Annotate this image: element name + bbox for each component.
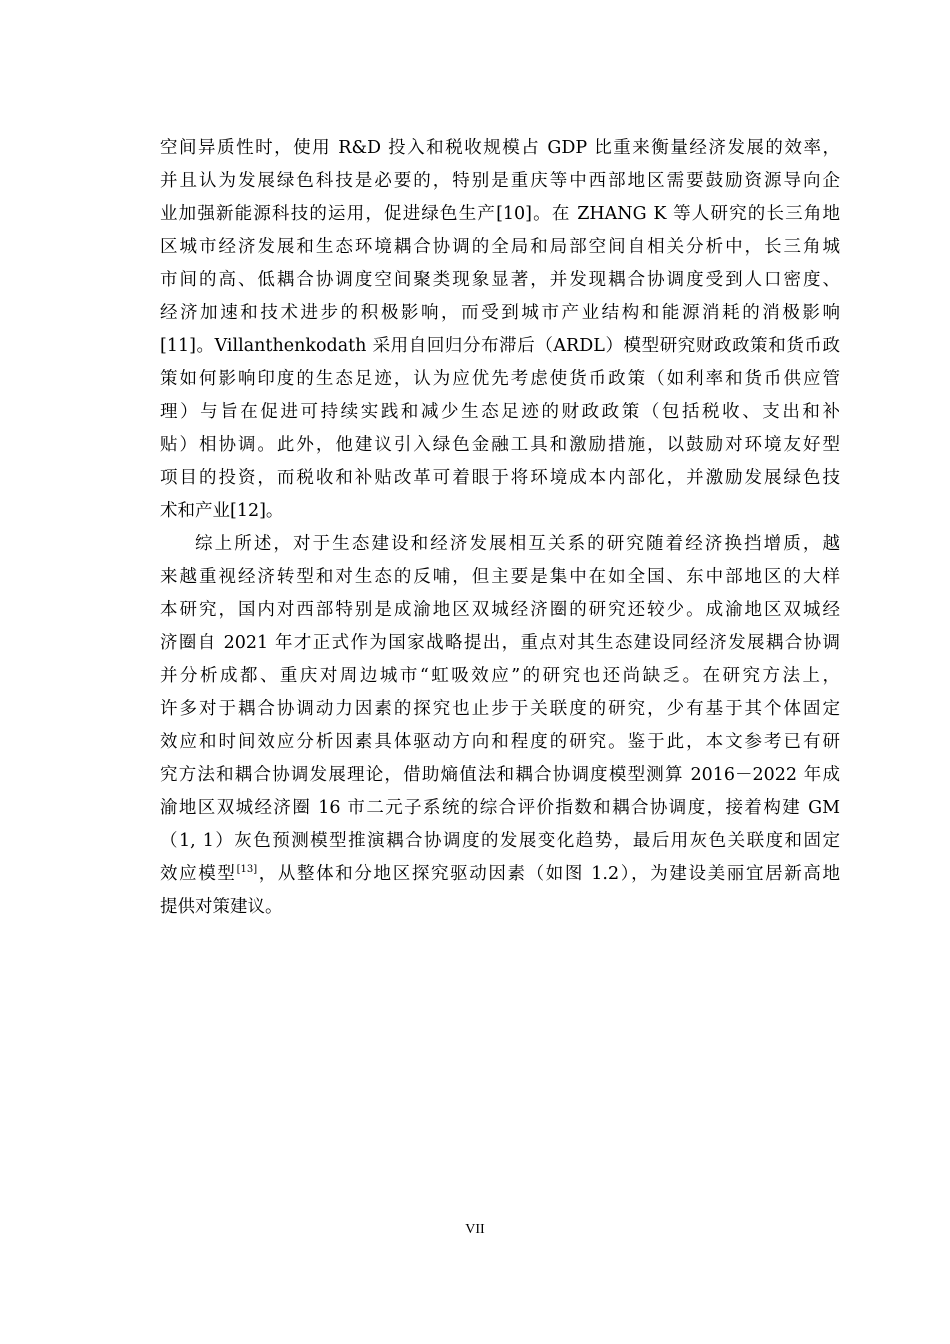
paragraph-2-line: 本研究，国内对西部特别是成渝地区双城经济圈的研究还较少。成渝地区双城经 bbox=[160, 600, 840, 620]
paragraph-1-line: 项目的投资，而税收和补贴改革可着眼于将环境成本内部化，并激励发展绿色技 bbox=[160, 468, 840, 488]
paragraph-2-line: 渝地区双城经济圈 16 市二元子系统的综合评价指数和耦合协调度，接着构建 GM bbox=[160, 798, 840, 818]
paragraph-1-line: 策如何影响印度的生态足迹，认为应优先考虑使货币政策（如利率和货币供应管 bbox=[160, 369, 840, 389]
paragraph-2-line: 提供对策建议。 bbox=[160, 897, 283, 917]
citation-superscript: [13] bbox=[236, 864, 258, 876]
paragraph-2-line: 并分析成都、重庆对周边城市“虹吸效应”的研究也还尚缺乏。在研究方法上， bbox=[160, 666, 840, 686]
line-text: ，从整体和分地区探究驱动因素（如图 1.2），为建设美丽宜居新高地 bbox=[257, 864, 840, 884]
paragraph-2-line bbox=[160, 858, 840, 891]
line-text: 效应模型 bbox=[160, 864, 237, 884]
paragraph-2-line: 综上所述，对于生态建设和经济发展相互关系的研究随着经济换挡增质，越 bbox=[195, 534, 840, 554]
paragraph-1-line: 理）与旨在促进可持续实践和减少生态足迹的财政政策（包括税收、支出和补 bbox=[160, 402, 840, 422]
body-text bbox=[160, 132, 840, 924]
paragraph-1-line: [11]。Villanthenkodath 采用自回归分布滞后（ARDL）模型研究财政政策和货币政 bbox=[160, 336, 840, 356]
paragraph-2-line: 许多对于耦合协调动力因素的探究也止步于关联度的研究，少有基于其个体固定 bbox=[160, 699, 840, 719]
paragraph-2-line: 来越重视经济转型和对生态的反哺，但主要是集中在如全国、东中部地区的大样 bbox=[160, 567, 840, 587]
paragraph-1-line: 并且认为发展绿色科技是必要的，特别是重庆等中西部地区需要鼓励资源导向企 bbox=[160, 171, 840, 191]
paragraph-2-line: 究方法和耦合协调发展理论，借助熵值法和耦合协调度模型测算 2016－2022 年成 bbox=[160, 765, 840, 785]
paragraph-1-line: 贴）相协调。此外，他建议引入绿色金融工具和激励措施，以鼓励对环境友好型 bbox=[160, 435, 840, 455]
paragraph-1-line: 区城市经济发展和生态环境耦合协调的全局和局部空间自相关分析中，长三角城 bbox=[160, 237, 840, 257]
paragraph-1-line: 市间的高、低耦合协调度空间聚类现象显著，并发现耦合协调度受到人口密度、 bbox=[160, 270, 840, 290]
paragraph-1-line: 经济加速和技术进步的积极影响，而受到城市产业结构和能源消耗的消极影响 bbox=[160, 303, 840, 323]
page-number: VII bbox=[465, 1222, 485, 1237]
paragraph-1-line: 术和产业[12]。 bbox=[160, 501, 284, 521]
paragraph-2-line: 效应和时间效应分析因素具体驱动方向和程度的研究。鉴于此，本文参考已有研 bbox=[160, 732, 840, 752]
paragraph-1-line: 空间异质性时，使用 R&D 投入和税收规模占 GDP 比重来衡量经济发展的效率， bbox=[160, 138, 840, 158]
paragraph-2-line: （1, 1）灰色预测模型推演耦合协调度的发展变化趋势，最后用灰色关联度和固定 bbox=[160, 831, 840, 851]
paragraph-1-line: 业加强新能源科技的运用，促进绿色生产[10]。在 ZHANG K 等人研究的长三角地 bbox=[160, 204, 840, 224]
paragraph-2-line: 济圈自 2021 年才正式作为国家战略提出，重点对其生态建设同经济发展耦合协调 bbox=[160, 633, 840, 653]
